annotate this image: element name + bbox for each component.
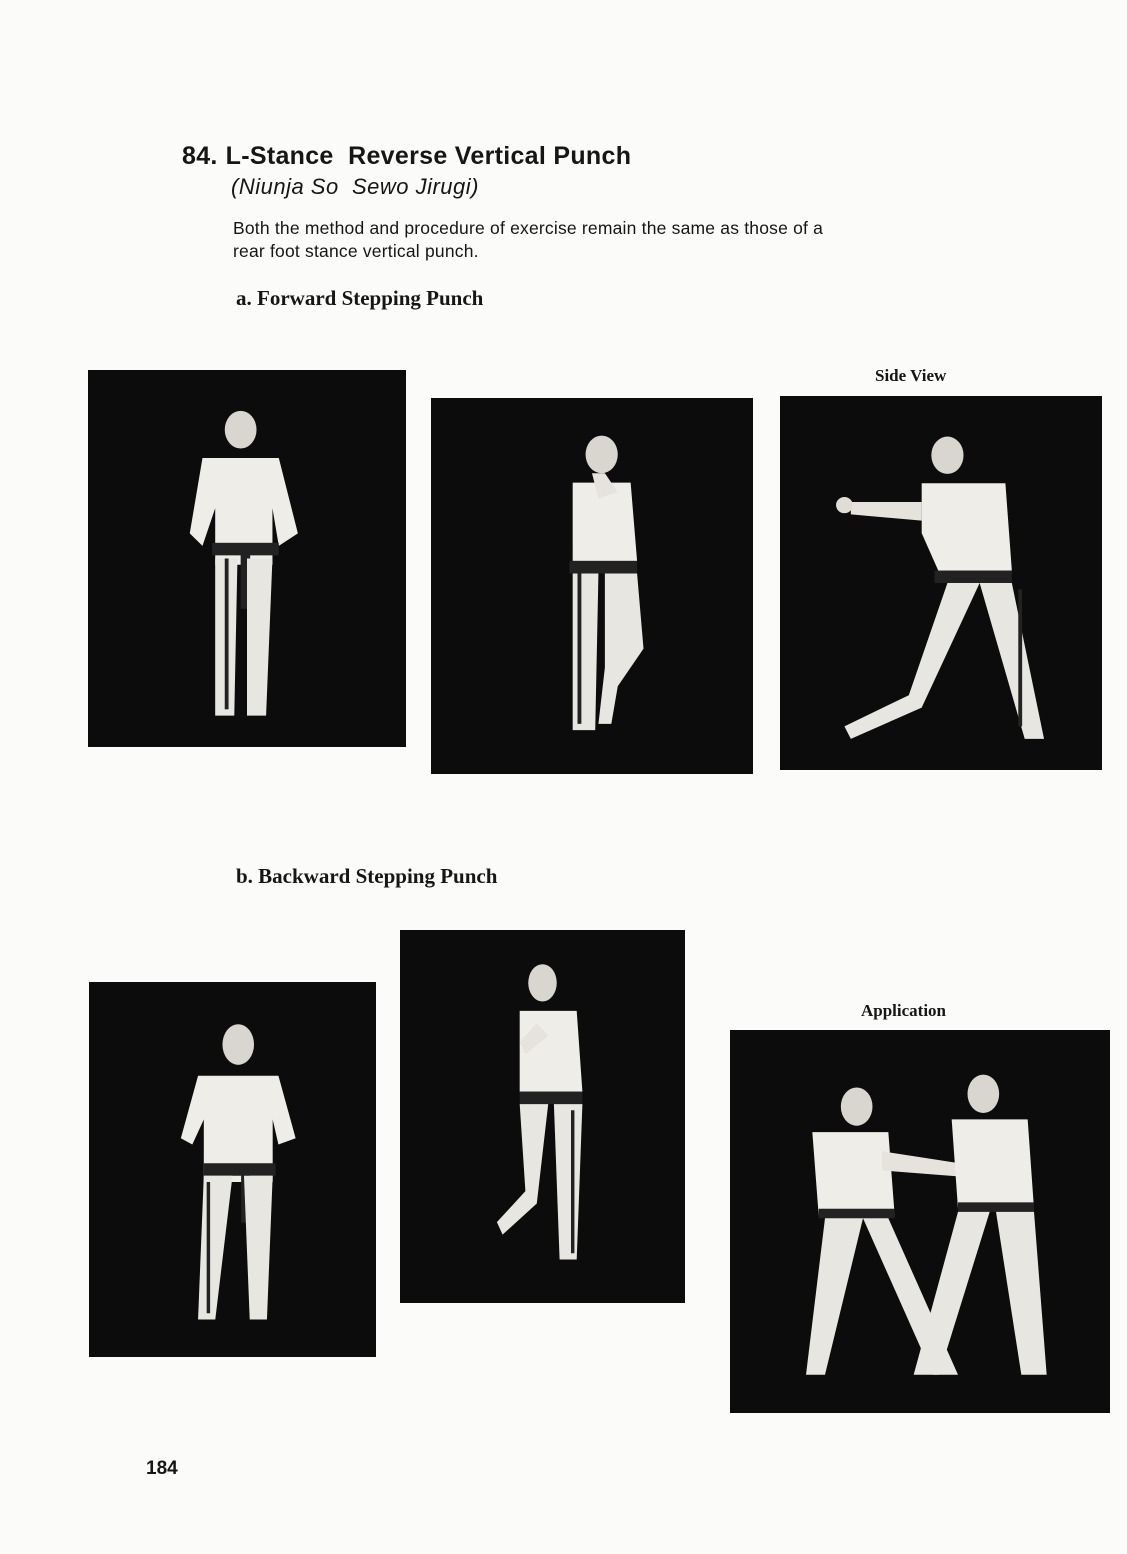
section-subtitle: (Niunja So Sewo Jirugi) xyxy=(231,174,479,199)
figure-side-step xyxy=(431,398,753,774)
photo-a3 xyxy=(780,396,1102,770)
description-paragraph: Both the method and procedure of exercise remain the same as those of a rear foot stance vertical punch. xyxy=(233,218,824,261)
page-number: 184 xyxy=(146,1458,178,1479)
section-title xyxy=(182,142,631,171)
caption-side-view: Side View xyxy=(875,366,947,385)
photo-b2 xyxy=(400,930,685,1303)
photo-b1 xyxy=(89,982,376,1357)
figure-l-stance-side xyxy=(780,396,1102,770)
section-title-text: L-Stance Reverse Vertical Punch xyxy=(225,142,632,170)
caption-application: Application xyxy=(861,1001,947,1020)
figure-pair-application xyxy=(730,1030,1110,1413)
section-number: 84. xyxy=(182,142,218,170)
figure-front-stance xyxy=(88,370,406,747)
figure-back-step xyxy=(400,930,685,1303)
section-a-label: a. Forward Stepping Punch xyxy=(236,286,484,310)
figure-ready-guard xyxy=(89,982,376,1357)
photo-a1 xyxy=(88,370,406,747)
photo-a2 xyxy=(431,398,753,774)
photo-b3 xyxy=(730,1030,1110,1413)
section-b-label: b. Backward Stepping Punch xyxy=(236,864,498,888)
